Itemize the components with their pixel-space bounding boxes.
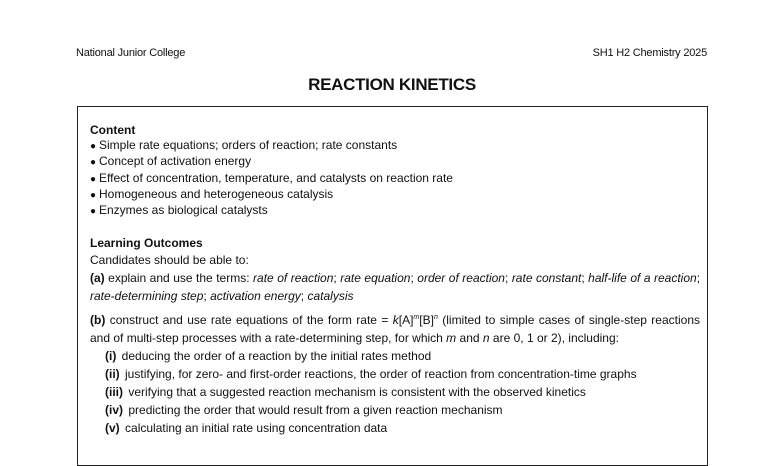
- content-item: ● Enzymes as biological catalysts: [90, 203, 700, 219]
- outcome-a-label: (a): [90, 271, 105, 286]
- outcome-b-label: (b): [90, 313, 106, 328]
- bullet-icon: ●: [90, 206, 97, 218]
- list-item: (ii) justifying, for zero- and first-order reactions, the order of reaction from concentration-time graphs: [105, 367, 637, 382]
- list-item: (iv) predicting the order that would result from a given reaction mechanism: [105, 403, 503, 418]
- content-list: [90, 138, 700, 219]
- bullet-icon: ●: [90, 189, 97, 201]
- outcome-a: (a) explain and use the terms: rate of reaction; rate equation; order of reaction; rate constant; half-life of a reaction; rate-determining step; activation energy; catalysis: [90, 271, 701, 304]
- learning-outcomes-heading: Learning Outcomes: [90, 236, 203, 251]
- bullet-icon: ●: [90, 157, 97, 169]
- header-school: National Junior College: [76, 47, 186, 59]
- bullet-icon: ●: [90, 141, 97, 152]
- content-item: ● Simple rate equations; orders of reaction; rate constants: [90, 138, 700, 154]
- content-item: ● Homogeneous and heterogeneous catalysis: [90, 187, 700, 203]
- syllabus-content: [90, 123, 700, 437]
- list-item: (v) calculating an initial rate using concentration data: [105, 421, 388, 436]
- content-item: ● Effect of concentration, temperature, and catalysts on reaction rate: [90, 171, 700, 187]
- bullet-icon: ●: [90, 173, 97, 185]
- content-heading: Content: [90, 123, 136, 137]
- outcome-b-subitems: [90, 347, 700, 437]
- header-course: SH1 H2 Chemistry 2025: [592, 47, 707, 59]
- syllabus-box: [77, 106, 708, 466]
- list-item: (i) deducing the order of a reaction by the initial rates method: [105, 349, 432, 364]
- content-item: ● Concept of activation energy: [90, 154, 700, 170]
- learning-outcomes-intro: Candidates should be able to:: [90, 253, 249, 268]
- page-title: REACTION KINETICS: [308, 75, 476, 94]
- list-item: (iii) verifying that a suggested reaction mechanism is consistent with the observed kinetics: [105, 385, 586, 400]
- outcome-b: (b) construct and use rate equations of the form rate = $k[A]^m[B]^n$ (limited to simple cases of single-step reactions and of multi-step processes with a rate-determining step, for which m and n are 0, 1 or 2), including:: [90, 313, 700, 346]
